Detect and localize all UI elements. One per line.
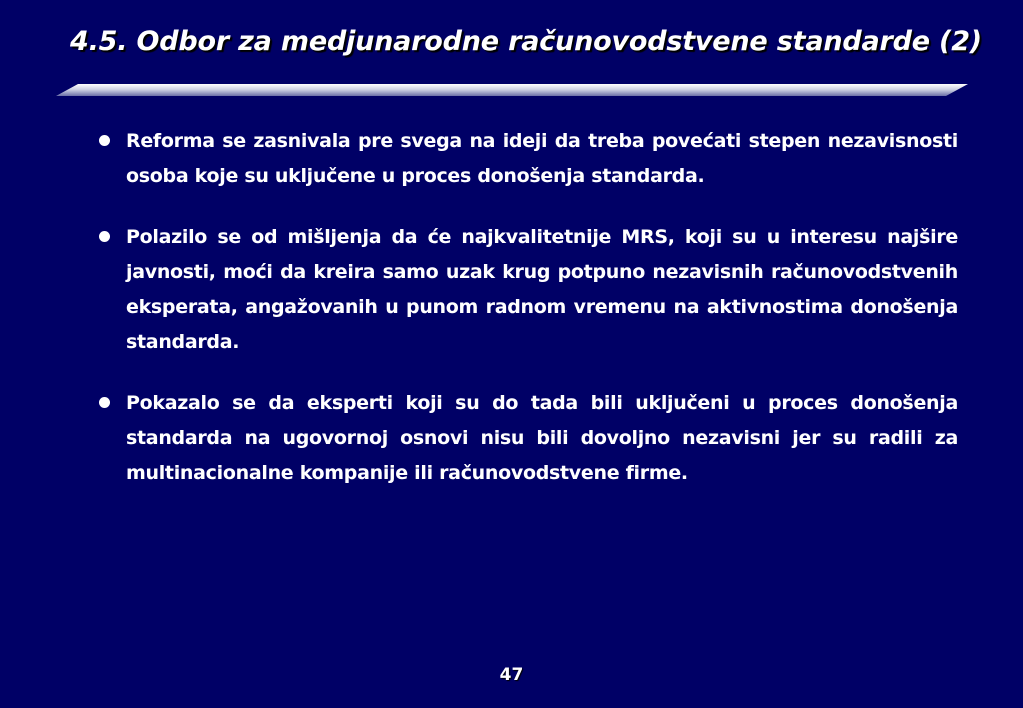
- title-divider: [56, 84, 968, 96]
- bullet-item-2: [96, 220, 958, 360]
- slide-title: 4.5. Odbor za medjunarodne računovodstvene standarde (2): [70, 26, 982, 57]
- bullet-list: [96, 124, 958, 517]
- page-number: 47: [499, 665, 524, 685]
- bullet-text-1: Reforma se zasnivala pre svega na ideji da treba povećati stepen nezavisnosti osoba koje su uključene u proces donošenja standarda.: [126, 130, 958, 187]
- bullet-dot-icon: [99, 397, 110, 408]
- bullet-item-3: [96, 386, 958, 491]
- bullet-dot-icon: [99, 135, 110, 146]
- bullet-dot-icon: [99, 231, 110, 242]
- bullet-item-1: [96, 124, 958, 194]
- bullet-text-3: Pokazalo se da eksperti koji su do tada bili uključeni u proces donošenja standarda na ugovornoj osnovi nisu bili dovoljno nezavisni jer su radili za multinacionalne kompanije ili računovodstvene firme.: [126, 392, 958, 484]
- bullet-text-2: Polazilo se od mišljenja da će najkvalitetnije MRS, koji su u interesu najšire javnosti, moći da kreira samo uzak krug potpuno nezavisnih računovodstvenih eksperata, angažovanih u punom radnom vremenu na aktivnostima donošenja standarda.: [126, 226, 958, 353]
